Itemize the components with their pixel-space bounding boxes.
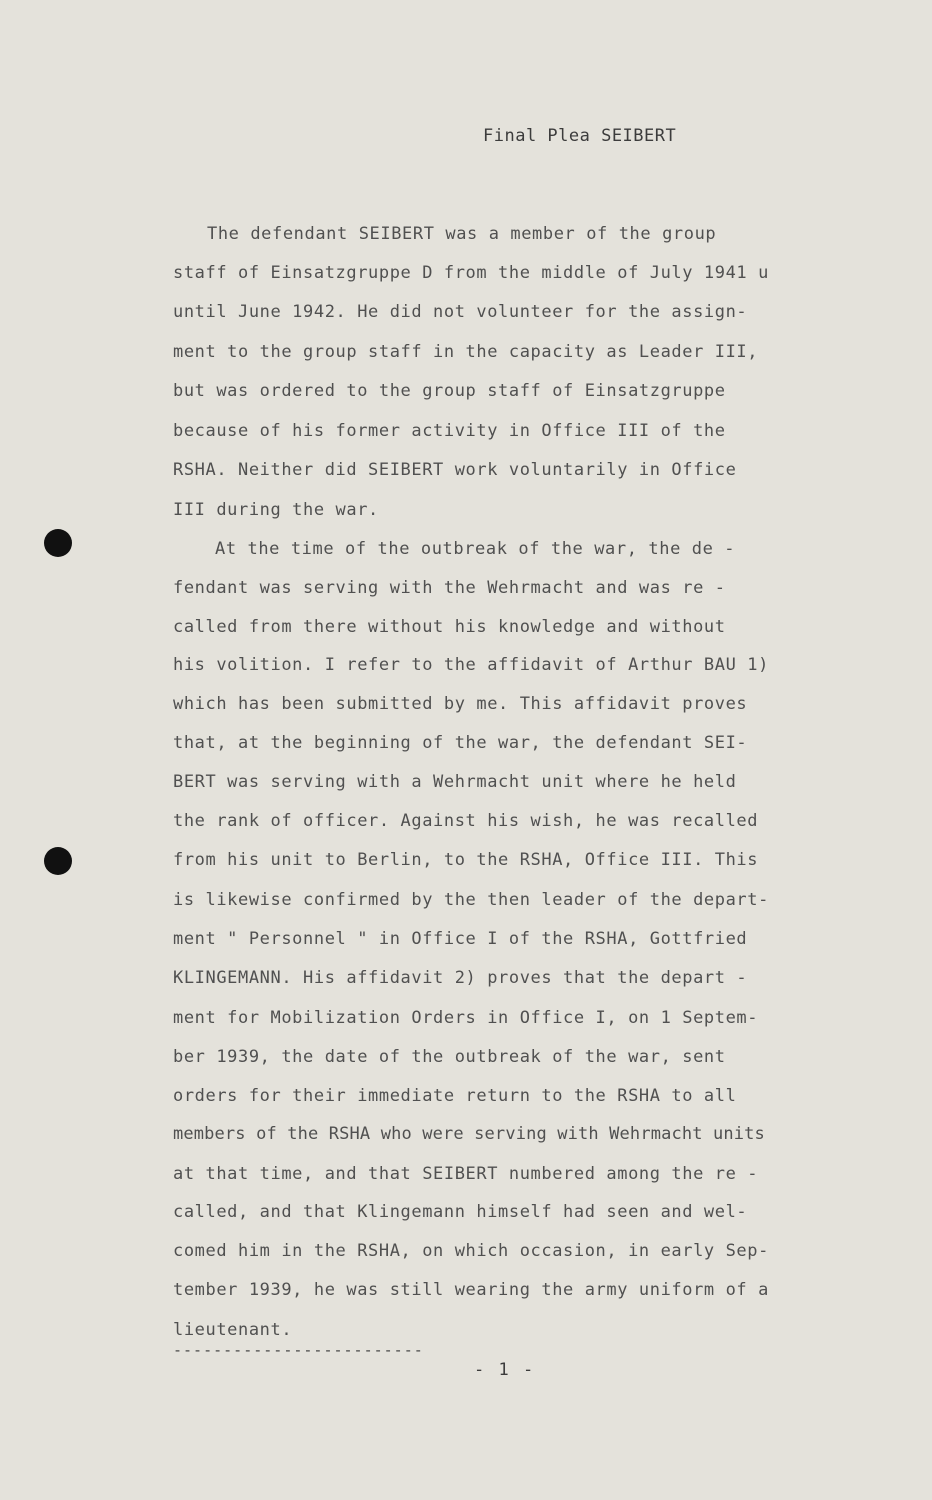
text-line: because of his former activity in Office III of the — [173, 421, 726, 441]
text-line: called from there without his knowledge and without — [173, 617, 726, 637]
text-line: comed him in the RSHA, on which occasion, in early Sep- — [173, 1241, 769, 1261]
text-line: that, at the beginning of the war, the defendant SEI- — [173, 733, 748, 753]
page-number: - 1 - — [474, 1360, 536, 1380]
text-line: is likewise confirmed by the then leader of the depart- — [173, 890, 769, 910]
text-line: at that time, and that SEIBERT numbered among the re - — [173, 1164, 759, 1184]
text-line: III during the war. — [173, 500, 379, 520]
text-line: members of the RSHA who were serving with Wehrmacht units — [173, 1124, 765, 1144]
document-title: Final Plea SEIBERT — [483, 126, 677, 146]
punch-hole-bottom — [44, 847, 72, 875]
text-line: RSHA. Neither did SEIBERT work voluntarily in Office — [173, 460, 737, 480]
text-line: lieutenant. — [173, 1320, 293, 1340]
punch-hole-top — [44, 529, 72, 557]
text-line: staff of Einsatzgruppe D from the middle of July 1941 u — [173, 263, 769, 283]
text-line: ment to the group staff in the capacity as Leader III, — [173, 342, 759, 362]
text-line: KLINGEMANN. His affidavit 2) proves that the depart - — [173, 968, 748, 988]
text-line: fendant was serving with the Wehrmacht and was re - — [173, 578, 726, 598]
text-line: called, and that Klingemann himself had seen and wel- — [173, 1202, 748, 1222]
text-line: the rank of officer. Against his wish, he was recalled — [173, 811, 759, 831]
text-line: until June 1942. He did not volunteer for the assign- — [173, 302, 748, 322]
text-line: from his unit to Berlin, to the RSHA, Office III. This — [173, 850, 759, 870]
text-line: but was ordered to the group staff of Einsatzgruppe — [173, 381, 726, 401]
text-line: The defendant SEIBERT was a member of the group — [207, 224, 717, 244]
text-line: orders for their immediate return to the RSHA to all — [173, 1086, 737, 1106]
text-line: ment " Personnel " in Office I of the RSHA, Gottfried — [173, 929, 748, 949]
text-line: which has been submitted by me. This affidavit proves — [173, 694, 748, 714]
text-line: At the time of the outbreak of the war, the de - — [215, 539, 736, 559]
section-divider: ------------------------- — [173, 1341, 424, 1359]
text-line: BERT was serving with a Wehrmacht unit where he held — [173, 772, 737, 792]
text-line: his volition. I refer to the affidavit of Arthur BAU 1) — [173, 655, 769, 675]
text-line: tember 1939, he was still wearing the army uniform of a — [173, 1280, 769, 1300]
text-line: ber 1939, the date of the outbreak of the war, sent — [173, 1047, 726, 1067]
text-line: ment for Mobilization Orders in Office I, on 1 Septem- — [173, 1008, 759, 1028]
